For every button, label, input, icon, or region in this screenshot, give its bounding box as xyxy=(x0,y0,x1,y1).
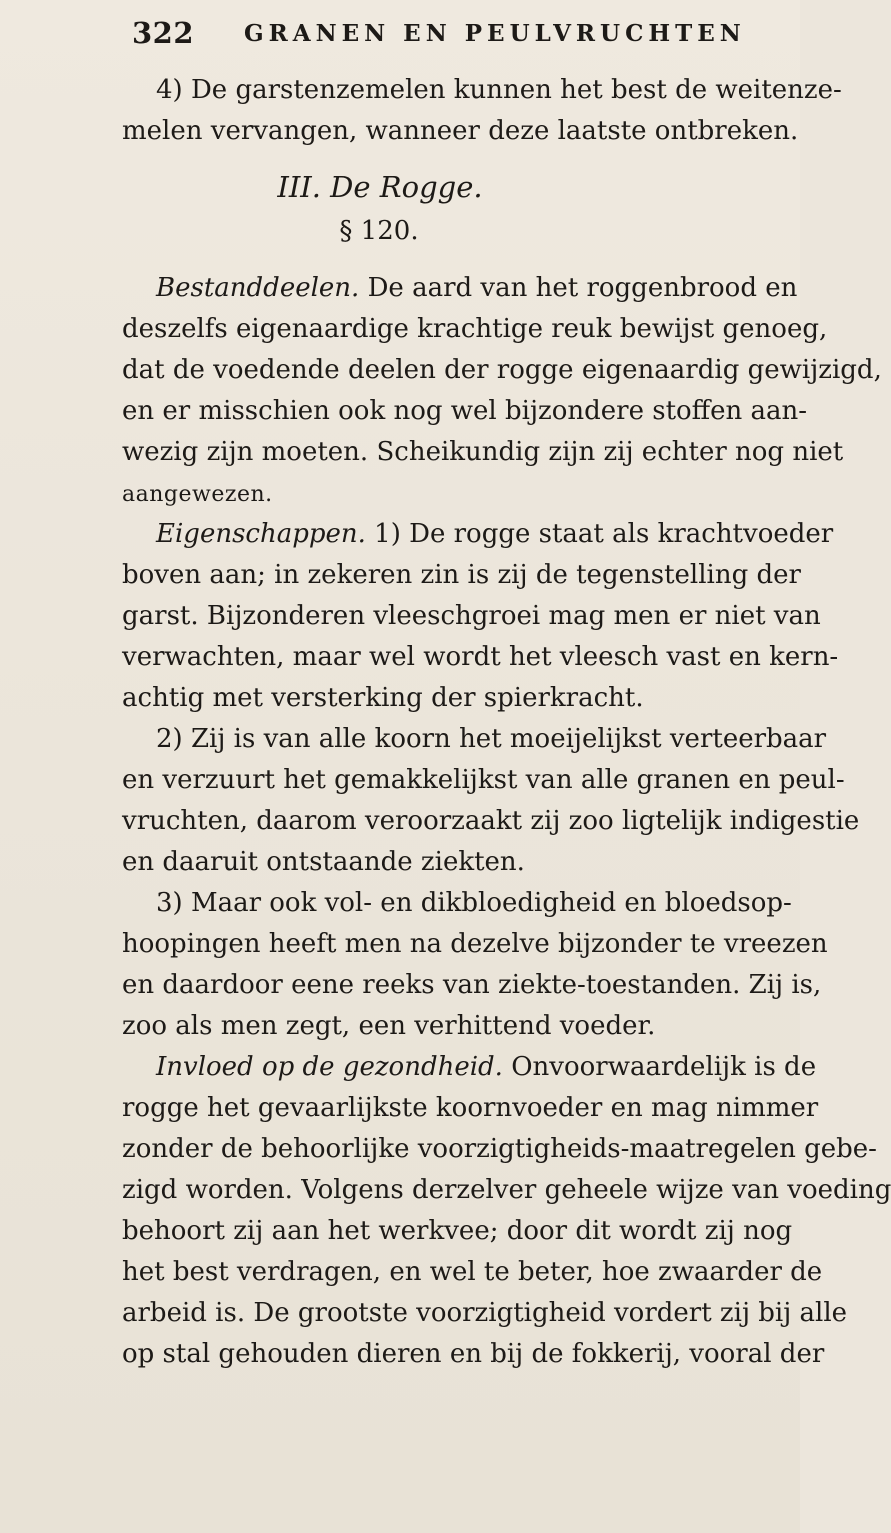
paragraph-line: vruchten, daarom veroorzaakt zij zoo ligtelijk indigestie xyxy=(122,806,860,836)
paragraph-first-line xyxy=(122,1047,817,1088)
section-title: III. De Rogge. xyxy=(277,170,483,204)
paragraph-line: en verzuurt het gemakkelijkst van alle granen en peul- xyxy=(122,765,845,795)
paragraph-line: dat de voedende deelen der rogge eigenaardig gewijzigd, xyxy=(122,355,882,385)
paragraph-line: behoort zij aan het werkvee; door dit wordt zij nog xyxy=(122,1216,793,1246)
paragraph-line: het best verdragen, en wel te beter, hoe zwaarder de xyxy=(122,1257,823,1287)
paragraph-line: 2) Zij is van alle koorn het moeijelijkst verteerbaar xyxy=(156,724,827,754)
intro-paragraph xyxy=(122,70,842,152)
paragraph-first-line xyxy=(122,268,798,309)
section-number: § 120. xyxy=(339,216,419,246)
paragraph-line: achtig met versterking der spierkracht. xyxy=(122,683,644,713)
paragraph-line: 3) Maar ook vol- en dikbloedigheid en bloedsop- xyxy=(156,888,792,918)
running-head: GRANEN EN PEULVRUCHTEN xyxy=(244,20,746,47)
paragraph-line: hoopingen heeft men na dezelve bijzonder te vreezen xyxy=(122,929,828,959)
paragraph-line: arbeid is. De grootste voorzigtigheid vordert zij bij alle xyxy=(122,1298,848,1328)
paragraph-line: zoo als men zegt, een verhittend voeder. xyxy=(122,1011,656,1041)
paragraph-first-line xyxy=(122,514,834,555)
paragraph-line: verwachten, maar wel wordt het vleesch vast en kern- xyxy=(122,642,839,672)
paragraph-text: Onvoorwaardelijk is de xyxy=(511,1052,817,1082)
paragraph-text: 1) De rogge staat als krachtvoeder xyxy=(374,519,834,549)
intro-line: melen vervangen, wanneer deze laatste ontbreken. xyxy=(122,116,799,146)
paragraph-heading: Invloed op de gezondheid. xyxy=(156,1052,503,1082)
page-number: 322 xyxy=(132,16,195,50)
paragraph-line: deszelfs eigenaardige krachtige reuk bewijst genoeg, xyxy=(122,314,828,344)
body-text xyxy=(122,268,891,1375)
paragraph-line: zonder de behoorlijke voorzigtigheids-maatregelen gebe- xyxy=(122,1134,877,1164)
paragraph-line: zigd worden. Volgens derzelver geheele wijze van voeding xyxy=(122,1175,891,1205)
paragraph-line: en er misschien ook nog wel bijzondere stoffen aan- xyxy=(122,396,808,426)
paragraph-heading: Eigenschappen. xyxy=(156,519,366,549)
paragraph-last-word: aangewezen. xyxy=(122,482,273,507)
paragraph-line: en daaruit ontstaande ziekten. xyxy=(122,847,525,877)
paragraph-line: rogge het gevaarlijkste koornvoeder en mag nimmer xyxy=(122,1093,819,1123)
paragraph-line: wezig zijn moeten. Scheikundig zijn zij echter nog niet xyxy=(122,437,844,467)
paragraph-text: De aard van het roggenbrood en xyxy=(367,273,798,303)
paragraph-line: garst. Bijzonderen vleeschgroei mag men er niet van xyxy=(122,601,821,631)
paragraph-line: boven aan; in zekeren zin is zij de tegenstelling der xyxy=(122,560,801,590)
paragraph-heading: Bestanddeelen. xyxy=(156,273,360,303)
intro-line: 4) De garstenzemelen kunnen het best de weitenze- xyxy=(156,75,842,105)
paragraph-line xyxy=(122,473,762,514)
page-header xyxy=(132,16,772,56)
paragraph-line: en daardoor eene reeks van ziekte-toestanden. Zij is, xyxy=(122,970,822,1000)
paragraph-line: op stal gehouden dieren en bij de fokkerij, vooral der xyxy=(122,1339,825,1369)
